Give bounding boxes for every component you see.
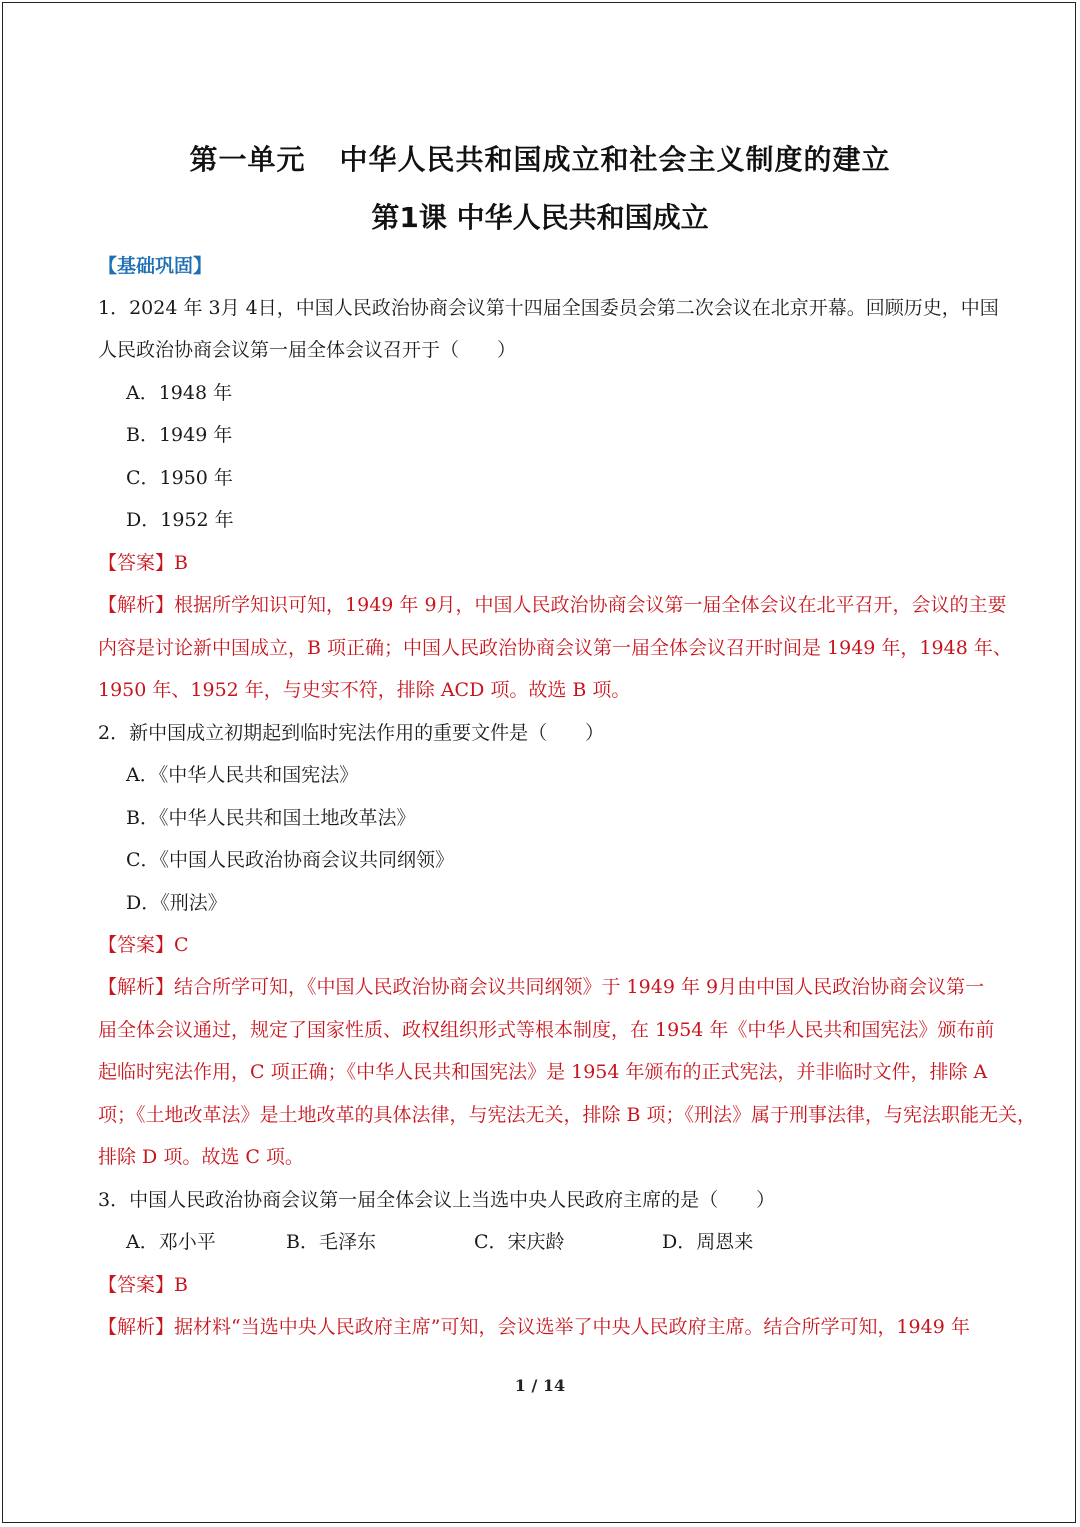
- q3-answer: [98, 1271, 188, 1299]
- q2-answer: [98, 931, 189, 959]
- answer-label: 【答案】: [98, 934, 175, 956]
- q3-stem-line-1: 3．中国人民政治协商会议第一届全体会议上当选中央人民政府主席的是（ ）: [98, 1189, 776, 1211]
- answer-value: C: [174, 934, 189, 956]
- q2-option-d: D．《刑法》: [126, 892, 227, 914]
- q2-stem-line-1: 2．新中国成立初期起到临时宪法作用的重要文件是（ ）: [98, 722, 605, 744]
- q2-analysis-line-1: [98, 973, 984, 1001]
- unit-label: 第一单元: [189, 143, 306, 176]
- analysis-text: 结合所学可知，《中国人民政治协商会议共同纲领》于 1949 年 9月由中国人民政治协商会议第一: [174, 976, 985, 998]
- q2-analysis-line-4: 项；《土地改革法》是土地改革的具体法律，与宪法无关，排除 B 项；《刑法》属于刑事法律，与宪法职能无关，: [98, 1104, 1037, 1126]
- q2-option-b: B．《中华人民共和国土地改革法》: [126, 807, 416, 829]
- q1-stem-line-1: 1．2024 年 3月 4日，中国人民政治协商会议第十四届全国委员会第二次会议在北京开幕。回顾历史，中国: [98, 297, 999, 319]
- analysis-text: 据材料“当选中央人民政府主席”可知，会议选举了中央人民政府主席。结合所学可知，1949 年: [174, 1316, 970, 1338]
- analysis-label: 【解析】: [98, 594, 175, 616]
- q3-option-d: D．周恩来: [662, 1231, 754, 1253]
- analysis-text: 根据所学知识可知，1949 年 9月，中国人民政治协商会议第一届全体会议在北平召开，会议的主要: [174, 594, 1007, 616]
- answer-label: 【答案】: [98, 552, 175, 574]
- q2-analysis-line-3: 起临时宪法作用，C 项正确；《中华人民共和国宪法》是 1954 年颁布的正式宪法，并非临时文件，排除 A: [98, 1061, 988, 1083]
- q3-options-row: [126, 1228, 753, 1256]
- unit-title-text: 中华人民共和国成立和社会主义制度的建立: [339, 143, 891, 176]
- q3-option-c: C．宋庆龄: [474, 1231, 565, 1253]
- answer-value: B: [174, 1274, 188, 1296]
- section-heading: 【基础巩固】: [98, 255, 213, 277]
- analysis-label: 【解析】: [98, 976, 175, 998]
- answer-label: 【答案】: [98, 1274, 175, 1296]
- q1-option-c: C．1950 年: [126, 467, 233, 489]
- q1-analysis-line-1: [98, 591, 1007, 619]
- q2-analysis-line-2: 届全体会议通过，规定了国家性质、政权组织形式等根本制度，在 1954 年《中华人民共和国宪法》颁布前: [98, 1019, 995, 1041]
- q1-analysis-line-2: 内容是讨论新中国成立，B 项正确；中国人民政治协商会议第一届全体会议召开时间是 1949 年，1948 年、: [98, 637, 1012, 659]
- q1-answer: [98, 549, 188, 577]
- q3-analysis-line-1: [98, 1313, 970, 1341]
- q2-analysis-line-5: 排除 D 项。故选 C 项。: [98, 1146, 304, 1168]
- unit-title: [0, 138, 1080, 178]
- q1-option-a: A．1948 年: [126, 382, 233, 404]
- analysis-label: 【解析】: [98, 1316, 175, 1338]
- q1-option-b: B．1949 年: [126, 424, 233, 446]
- lesson-title: 第1课 中华人民共和国成立: [371, 201, 709, 234]
- q1-option-d: D．1952 年: [126, 509, 234, 531]
- answer-value: B: [174, 552, 188, 574]
- q2-option-c: C．《中国人民政治协商会议共同纲领》: [126, 849, 455, 871]
- q3-option-a: A．邓小平: [126, 1231, 216, 1253]
- q1-stem-line-2: 人民政治协商会议第一届全体会议召开于（ ）: [98, 339, 517, 361]
- page-number: 1 / 14: [514, 1376, 566, 1395]
- q1-analysis-line-3: 1950 年、1952 年，与史实不符，排除 ACD 项。故选 B 项。: [98, 679, 631, 701]
- q2-option-a: A．《中华人民共和国宪法》: [126, 764, 359, 786]
- q3-option-b: B．毛泽东: [286, 1231, 376, 1253]
